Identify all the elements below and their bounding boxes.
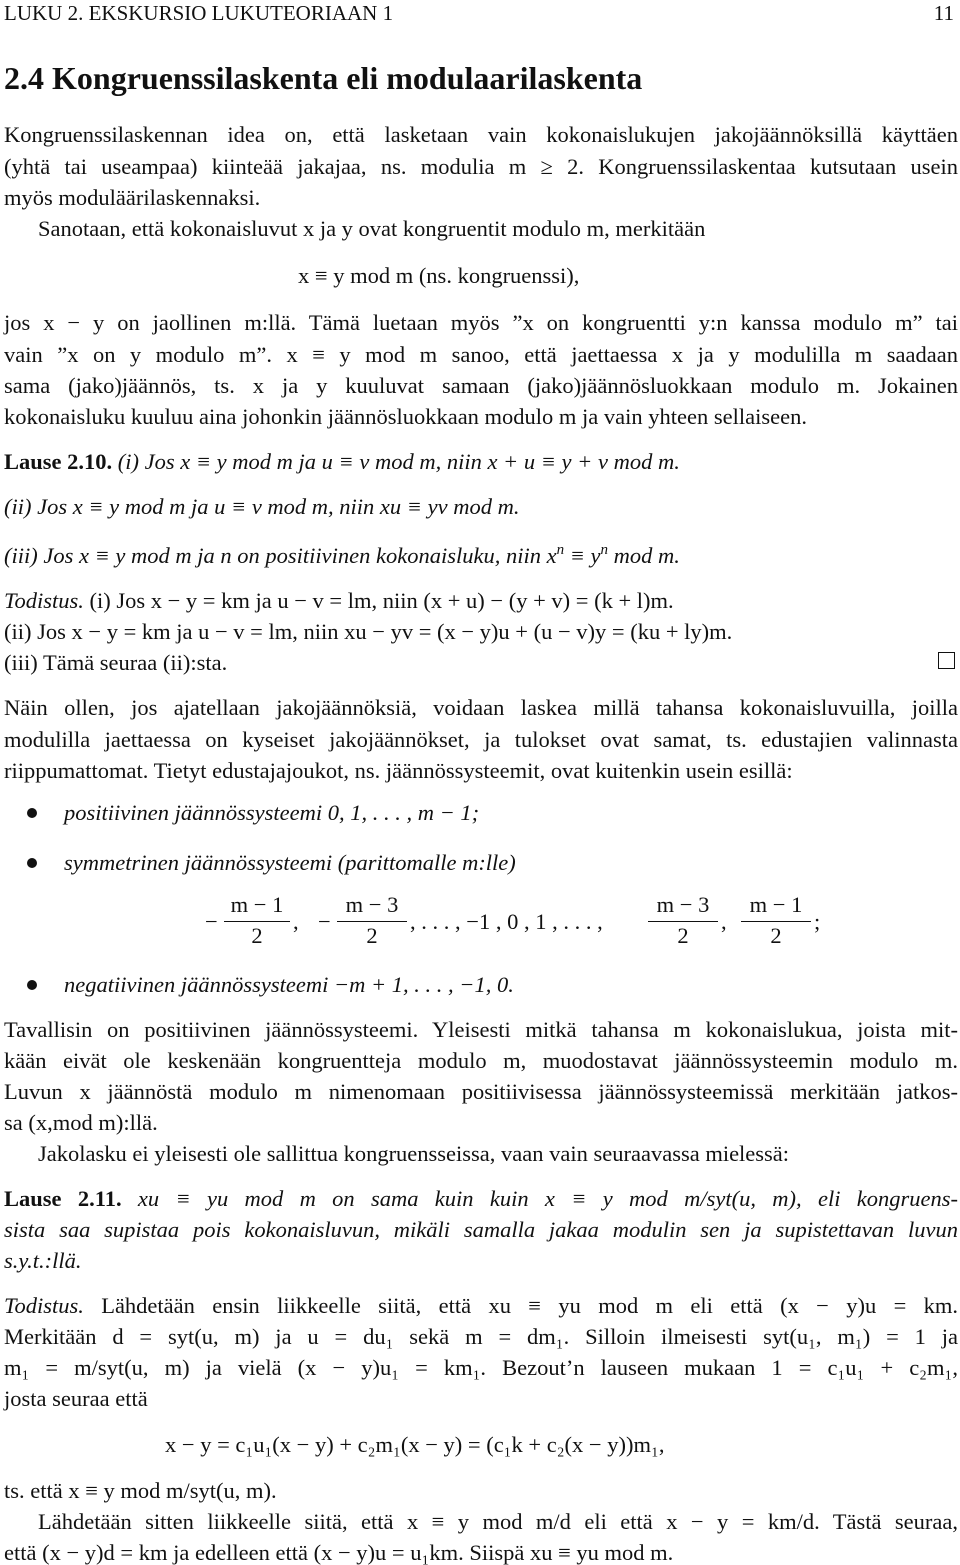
- fraction: [337, 894, 407, 947]
- fraction-bar: [741, 921, 811, 922]
- theorem-2-11-line: sista saa supistaa pois kokonaisluvun, mikäli samalla jakaa modulin sen ja supistettavan luvun: [4, 1217, 958, 1242]
- theorem-2-10-part-i: [4, 451, 680, 474]
- proof-2-11-line: Merkitään d = syt(u, m) ja u = du₁ sekä m = dm₁. Silloin ilmeisesti syt(u₁, m₁) = 1 ja: [4, 1324, 958, 1349]
- proof-2-10-part-ii: (ii) Jos x − y = km ja u − v = lm, niin xu − yv = (x − y)u + (u − v)y = (ku + ly)m.: [4, 619, 733, 644]
- section-title: 2.4 Kongruenssilaskenta eli modulaarilaskenta: [4, 60, 643, 96]
- body-line: kokonaisluku kuuluu aina johonkin jäännösluokkaan modulo m ja vain yhteen sellaiseen.: [4, 404, 807, 429]
- fraction-bar: [648, 921, 718, 922]
- proof-2-10-part-i: [4, 590, 674, 613]
- proof-2-11-line: että (x − y)d = km ja edelleen että (x − y)u = u₁km. Siispä xu ≡ yu mod m.: [4, 1540, 674, 1565]
- display-equation: x ≡ y mod m (ns. kongruenssi),: [298, 263, 580, 288]
- formula-token: ,: [721, 909, 727, 934]
- display-equation: x − y = c₁u₁(x − y) + c₂m₁(x − y) = (c₁k + c₂(x − y))m₁,: [165, 1432, 665, 1457]
- bullet-icon: [27, 980, 37, 990]
- fraction: [648, 894, 718, 947]
- body-line: kään eivät ole keskenään kongruentteja modulo m, muodostavat jäännössysteemin modulo m.: [4, 1048, 958, 1073]
- proof-label: Todistus.: [4, 588, 84, 613]
- proof-2-10-part-iii: (iii) Tämä seuraa (ii):sta.: [4, 650, 228, 675]
- proof-text: (i) Jos x − y = km ja u − v = lm, niin (x + u) − (y + v) = (k + l)m.: [83, 588, 674, 613]
- proof-2-11-line: Lähdetään sitten liikkeelle siitä, että x ≡ y mod m/d eli että x − y = km/d. Tästä seuraa,: [38, 1509, 958, 1534]
- formula-token: −: [205, 909, 218, 934]
- page-number: 11: [933, 1, 954, 25]
- theorem-2-10-part-iii: [4, 543, 680, 568]
- theorem-text: (i) Jos x ≡ y mod m ja u ≡ v mod m, niin x + u ≡ y + v mod m.: [117, 449, 680, 474]
- proof-2-11-line: [4, 1295, 958, 1318]
- theorem-2-11-line: [4, 1188, 958, 1211]
- theorem-label: Lause 2.10.: [4, 449, 113, 474]
- body-line: modulilla jaettaessa on kyseiset jakojäännökset, ja tulokset ovat samat, ts. edustajien valinnasta: [4, 727, 958, 752]
- body-line: Tavallisin on positiivinen jäännössysteemi. Yleisesti mitkä tahansa m kokonaislukua, joista mit-: [4, 1017, 958, 1042]
- intro-line: Sanotaan, että kokonaisluvut x ja y ovat kongruentit modulo m, merkitään: [38, 216, 706, 241]
- fraction-bar: [337, 921, 407, 922]
- theorem-2-11-line: s.y.t.:llä.: [4, 1248, 82, 1273]
- formula-token: −: [318, 909, 331, 934]
- theorem-text: (iii) Jos x ≡ y mod m ja n on positiivinen kokonaisluku, niin x: [4, 543, 557, 568]
- fraction-bar: [224, 921, 290, 922]
- body-line: sama (jako)jäännös, ts. x ja y kuuluvat samaan (jako)jäännösluokkaan modulo m. Jokainen: [4, 373, 958, 398]
- body-line: Luvun x jäännöstä modulo m nimenomaan positiivisessa jäännössysteemissä merkitään jatkos-: [4, 1079, 958, 1104]
- body-line: sa (x,mod m):llä.: [4, 1110, 158, 1135]
- fraction-numerator: m − 1: [749, 892, 803, 917]
- fraction-denominator: 2: [366, 922, 378, 948]
- body-line: Jakolasku ei yleisesti ole sallittua kongruensseissa, vaan vain seuraavassa mielessä:: [38, 1141, 790, 1166]
- running-title: LUKU 2. EKSKURSIO LUKUTEORIAAN 1: [4, 1, 394, 25]
- running-header: [4, 3, 954, 24]
- body-line: vain ”x on y modulo m”. x ≡ y mod m sanoo, että jaettaessa x ja y modulilla m saadaan: [4, 342, 958, 367]
- formula-token: ;: [814, 909, 821, 934]
- qed-symbol: [938, 652, 955, 669]
- bullet-icon: [27, 858, 37, 868]
- formula-token: ,: [293, 909, 299, 934]
- exponent: n: [600, 542, 609, 558]
- fraction: [224, 894, 290, 947]
- theorem-text: mod m.: [608, 543, 680, 568]
- intro-line: Kongruenssilaskennan idea on, että lasketaan vain kokonaislukujen jakojäännöksillä käyttäen: [4, 122, 958, 147]
- body-line: Näin ollen, jos ajatellaan jakojäännöksiä, voidaan laskea millä tahansa kokonaisluvuilla, joilla: [4, 695, 958, 720]
- proof-2-11-line: ts. että x ≡ y mod m/syt(u, m).: [4, 1478, 277, 1503]
- proof-2-11-line: josta seuraa että: [4, 1386, 148, 1411]
- list-item: symmetrinen jäännössysteemi (parittomalle m:lle): [64, 850, 516, 875]
- theorem-text: ≡ y: [564, 543, 601, 568]
- list-item: positiivinen jäännössysteemi 0, 1, . . . , m − 1;: [64, 800, 480, 825]
- bullet-icon: [27, 808, 37, 818]
- proof-2-11-line: m₁ = m/syt(u, m) ja vielä (x − y)u₁ = km₁. Bezout’n lauseen mukaan 1 = c₁u₁ + c₂m₁,: [4, 1355, 958, 1380]
- fraction-denominator: 2: [677, 922, 689, 948]
- intro-line: (yhtä tai useampaa) kiinteää jakajaa, ns. modulia m ≥ 2. Kongruenssilaskentaa kutsutaan usein: [4, 154, 958, 179]
- formula-token: , . . . , −1 , 0 , 1 , . . . ,: [410, 909, 603, 934]
- fraction-numerator: m − 1: [230, 892, 284, 917]
- exponent: n: [556, 542, 565, 558]
- proof-label: Todistus.: [4, 1293, 84, 1318]
- fraction-numerator: m − 3: [656, 892, 710, 917]
- proof-text: Lähdetään ensin liikkeelle siitä, että xu ≡ yu mod m eli että (x − y)u = km.: [83, 1293, 958, 1318]
- theorem-label: Lause 2.11.: [4, 1186, 122, 1211]
- fraction: [741, 894, 811, 947]
- fraction-numerator: m − 3: [345, 892, 399, 917]
- theorem-2-10-part-ii: (ii) Jos x ≡ y mod m ja u ≡ v mod m, niin xu ≡ yv mod m.: [4, 494, 520, 519]
- fraction-denominator: 2: [251, 922, 263, 948]
- body-line: riippumattomat. Tietyt edustajajoukot, ns. jäännössysteemit, ovat kuitenkin usein esillä:: [4, 758, 793, 783]
- intro-line: myös moduläärilaskennaksi.: [4, 185, 261, 210]
- body-line: jos x − y on jaollinen m:llä. Tämä luetaan myös ”x on kongruentti y:n kanssa modulo m” tai: [4, 310, 958, 335]
- theorem-text: xu ≡ yu mod m on sama kuin kuin x ≡ y mod m/syt(u, m), eli kongruens-: [121, 1186, 958, 1211]
- list-item: negatiivinen jäännössysteemi −m + 1, . . . , −1, 0.: [64, 972, 514, 997]
- fraction-denominator: 2: [770, 922, 782, 948]
